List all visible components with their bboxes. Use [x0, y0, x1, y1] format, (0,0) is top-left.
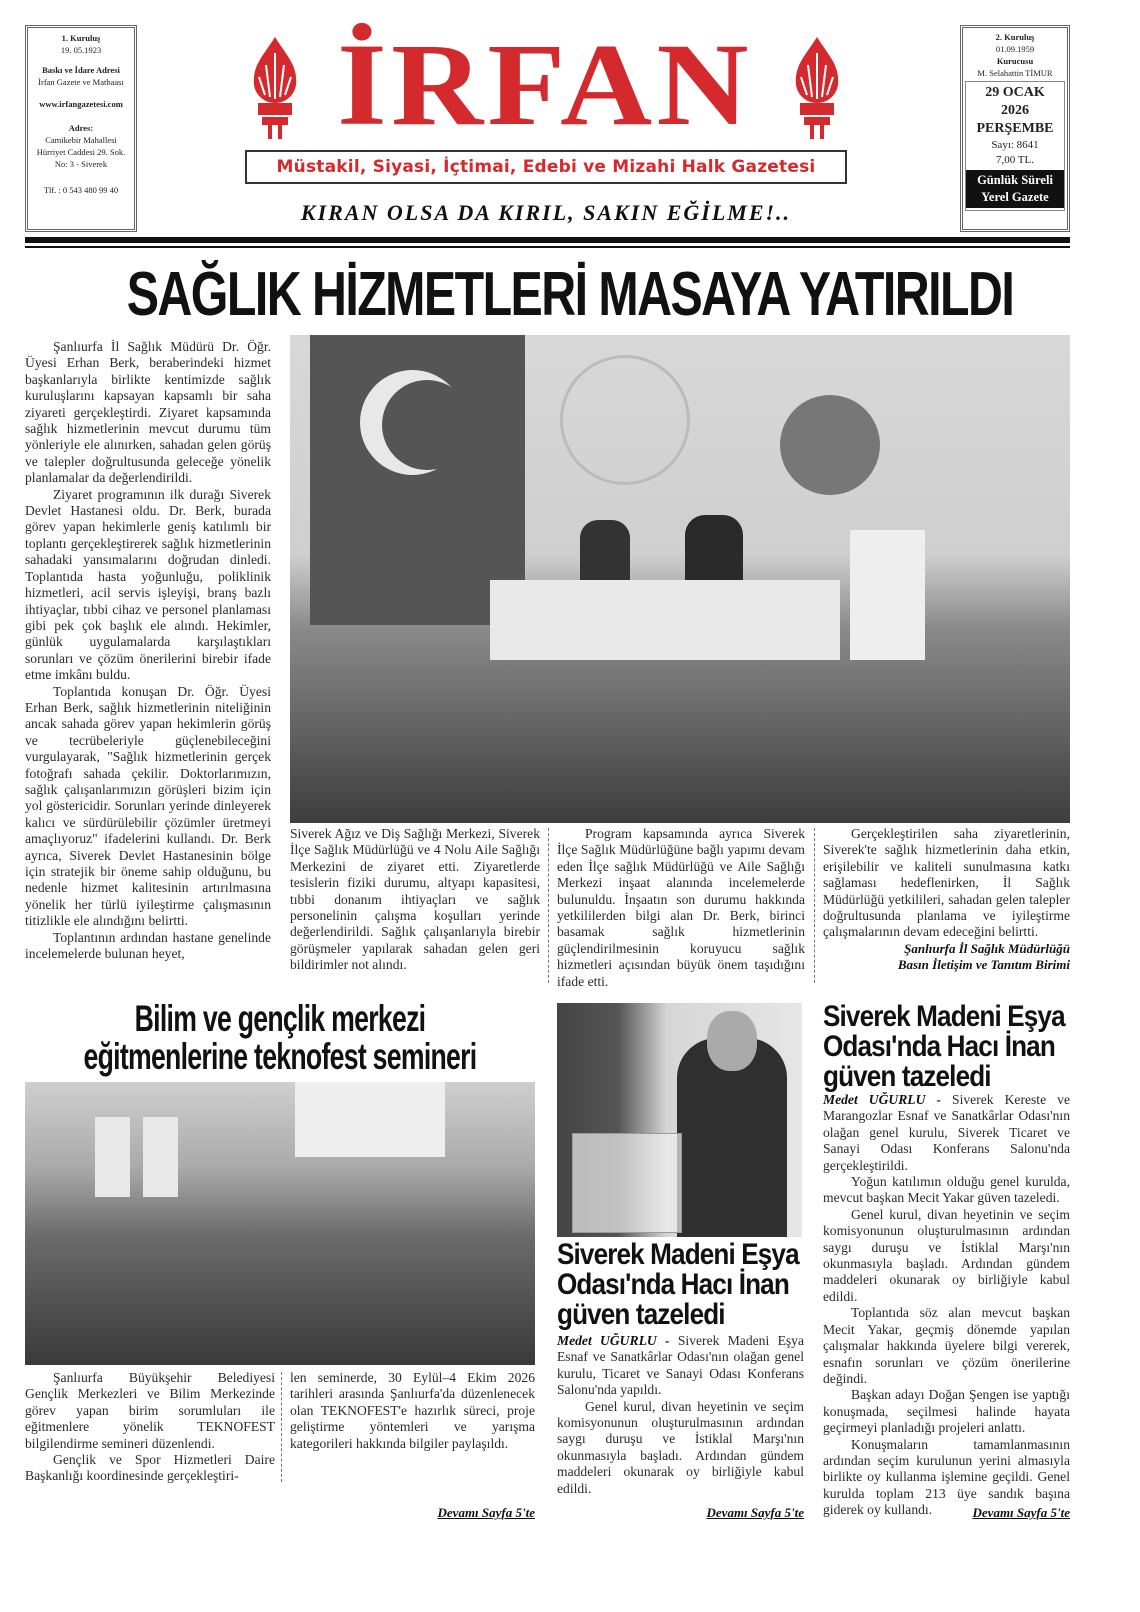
paragraph: Yoğun katılımın olduğu genel kurulda, mevcut başkan Mecit Yakar güven tazeledi.: [823, 1174, 1070, 1206]
paragraph: Gerçekleştirilen saha ziyaretlerinin, Siverek'te sağlık hizmetlerinin daha etkin, erişilebilir ve kaliteli sunulmasına katkı sağlaması hedeflenirken, İl Sağlık Müdürlüğü yetkilileri, sahadan gelen talepler doğrultusunda planlama ve iyileştirme çalışmalarının devam edeceğini belirtti.: [823, 826, 1070, 940]
founder-name: M. Selahattin TİMUR: [977, 68, 1053, 78]
paragraph: Genel kurul, divan heyetinin ve seçim komisyonunun oluşturulmasının ardından saygı duruşu ve İstiklal Marşı'nın okunmasıyla başladı. Ardından gündem maddeleri okunarak oy birliğiyle kabul edildi.: [823, 1206, 1070, 1304]
main-article-column-2: [290, 826, 540, 974]
continued-link[interactable]: Devamı Sayfa 5'te: [706, 1505, 804, 1520]
tagline: Müstakil, Siyasi, İçtimai, Edebi ve Mizahi Halk Gazetesi: [245, 150, 847, 184]
paragraph: Toplantının ardından hastane genelinde incelemelerde bulunan heyet,: [25, 929, 271, 962]
paper-type: Yerel Gazete: [981, 190, 1049, 204]
phone: Tlf. : 0 543 480 99 40: [43, 185, 119, 195]
address-line: Camikebir Mahallesi: [45, 135, 117, 145]
signature: Basın İletişim ve Tanıtım Birimi: [897, 956, 1070, 972]
headline-line: eğitmenlerine teknofest semineri: [83, 1036, 477, 1077]
founded-label: 2. Kuruluş: [995, 32, 1035, 42]
price: 7,00 TL.: [996, 154, 1034, 166]
issue-number: Sayı: 8641: [991, 139, 1039, 151]
main-headline: SAĞLIK HİZMETLERİ MASAYA YATIRILDI: [126, 260, 1014, 329]
website-link[interactable]: www.irfangazetesi.com: [39, 99, 123, 109]
crescent-shape: [382, 380, 472, 470]
address-line: No: 3 - Siverek: [54, 159, 108, 169]
column-divider: [281, 1372, 282, 1482]
teknofest-headline: [25, 1000, 535, 1078]
column-divider: [814, 828, 815, 983]
main-photo: [290, 335, 1070, 823]
paragraph: Toplantıda söz alan mevcut başkan Mecit Yakar, geçmiş dönemde yapılan çalışmalar hakkında üyelere bilgi vererek, esnafın sorunları ve çözüm önerilerine değindi.: [823, 1305, 1070, 1386]
person-head: [707, 1011, 757, 1071]
madeni-headline: Siverek Madeni Eşya Odası'nda Hacı İnan güven tazeledi: [557, 1238, 799, 1331]
issue-info-box: [960, 25, 1070, 232]
paragraph: len seminerde, 30 Eylül–4 Ekim 2026 tarihleri arasında Şanlıurfa'da düzenlenecek olan TEKNOFEST'e hazırlık süreci, proje geliştirme yöntemleri ve yarışma kategorileri hakkında bilgiler paylaşıldı.: [290, 1370, 535, 1451]
motto: KIRAN OLSA DA KIRIL, SAKIN EĞİLME!..: [300, 200, 792, 225]
paragraph: Konuşmaların tamamlanmasının ardından seçim kurulunun yerini almasıyla birlikte oy kullanma işlemine geçildi. Genel kurulda toplam 213 üye sandık başına giderek oy kullandı.: [823, 1436, 1070, 1518]
byline: Medet UĞURLU -: [823, 1092, 941, 1107]
kereste-headline: Siverek Madeni Eşya Odası'nda Hacı İnan güven tazeledi: [823, 1000, 1065, 1093]
torch-icon: [786, 35, 848, 140]
paragraph-text: Siverek Madeni Eşya Esnaf ve Sanatkârlar Odası'nın olağan genel kurulu, Ticaret ve Sanayi Odası Konferans Salonu'nda yapıldı.: [557, 1333, 804, 1398]
founded-date: 19. 05.1923: [60, 45, 102, 55]
paragraph: [557, 1333, 804, 1399]
seminar-photo: [25, 1082, 535, 1365]
paragraph: [823, 1092, 1070, 1174]
paragraph: Gençlik ve Spor Hizmetleri Daire Başkanlığı koordinesinde gerçekleştiri-: [25, 1452, 275, 1484]
speaker-person: [685, 515, 743, 580]
adres-label: Adres:: [68, 123, 94, 133]
panel-table: [490, 580, 840, 660]
paragraph: Şanlıurfa İl Sağlık Müdürü Dr. Öğr. Üyesi Erhan Berk, beraberindeki hizmet başkanlarıyla birlikte kentimizde sağlık kuruluşlarını kapsayan kapsamlı bir saha ziyareti gerçekleştirdi. Ziyaret kapsamında sağlık hizmetlerinin mevcut durumu tüm yönleriyle ele alınırken, sahadan gelen görüş ve talepler doğrultusunda geleceğe yönelik planlamalar da değerlendirildi.: [25, 339, 271, 486]
podium: [850, 530, 925, 660]
teknofest-column-2: [290, 1370, 535, 1452]
ballot-box: [572, 1133, 682, 1233]
founding-info-box: [25, 25, 137, 232]
banner: [143, 1117, 178, 1197]
newspaper-logo: İRFAN: [337, 19, 753, 150]
founded-label: 1. Kuruluş: [61, 33, 101, 43]
continued-link[interactable]: Devamı Sayfa 5'te: [972, 1505, 1070, 1520]
madeni-article-text: [557, 1333, 804, 1497]
portrait-photo: [557, 1003, 802, 1237]
torch-icon: [244, 35, 306, 140]
paragraph: Ziyaret programının ilk durağı Siverek Devlet Hastanesi oldu. Dr. Berk, burada görev yapan hekimlerle geniş katılımlı bir toplantı gerçekleştirerek sağlık hizmetlerinin sahadaki yansımalarını doğrudan dinledi. Toplantıda hasta yoğunluğu, poliklinik hizmetleri, acil servis işleyişi, branş bazlı ihtiyaçlar, tıbbi cihaz ve personel planlaması gibi pek çok başlık ele alındı. Hekimler, günlük uygulamalarda karşılaştıkları sorunları ve çözüm önerilerini birebir ifade etme imkânı buldu.: [25, 486, 271, 683]
founder-label: Kurucusu: [996, 56, 1034, 66]
address-label: Baskı ve İdare Adresi: [42, 65, 120, 75]
paragraph: Siverek Ağız ve Diş Sağlığı Merkezi, Siverek İlçe Sağlık Müdürlüğü ve 4 Nolu Aile Sağlığı Merkezini de ziyaret etti. Ziyaretlerde tesislerin fiziki durumu, altyapı kapasitesi, tıbbi donanım ihtiyaçları ve sağlık personelinin çalışma koşulları yerinde değerlendirildi. Sağlık çalışanlarıyla birebir görüşmeler yapılarak sahadan gelen geri bildirimler not alındı.: [290, 826, 540, 973]
crescent-shape: [780, 395, 880, 495]
paragraph-text: Siverek Kereste ve Marangozlar Esnaf ve Sanatkârlar Odası'nın olağan genel kurulu, Siverek Ticaret ve Sanayi Odası Konferans Salonu'nda gerçekleştirildi.: [823, 1092, 1070, 1173]
main-article-column-3: [557, 826, 805, 990]
paper-type: Günlük Süreli: [977, 173, 1053, 187]
address-line: Hürriyet Caddesi 29. Sok.: [36, 147, 126, 157]
ministry-emblem: [560, 355, 690, 485]
main-article-column-4: [823, 826, 1070, 973]
speaker-person: [580, 520, 630, 580]
teknofest-column-1: [25, 1370, 275, 1485]
issue-day: 29 OCAK: [985, 85, 1045, 100]
issue-year: 2026: [1001, 103, 1029, 118]
paragraph: Program kapsamında ayrıca Siverek İlçe Sağlık Müdürlüğüne bağlı yapımı devam eden İlçe sağlık Müdürlüğü ve Aile Sağlığı Merkezi inşaat alanında incelemelerde bulunuldu. İnşaatın son durumu hakkında yetkililerden bilgi alan Dr. Berk, birinci basamak sağlık hizmetlerinin güçlendirilmesinin koruyucu sağlık hizmetleri açısından büyük önem taşıdığını ifade etti.: [557, 826, 805, 989]
paragraph: Şanlıurfa Büyükşehir Belediyesi Gençlik Merkezleri ve Bilim Merkezinde görev yapan birim sorumluları ile eğitmenlere yönelik TEKNOFEST bilgilendirme semineri düzenlendi.: [25, 1370, 275, 1451]
projection-screen: [295, 1082, 445, 1157]
banner: [95, 1117, 130, 1197]
signature: Şanlıurfa İl Sağlık Müdürlüğü: [904, 940, 1070, 956]
masthead-divider: [25, 246, 1070, 248]
press-name: İrfan Gazete ve Matbaası: [38, 77, 124, 87]
paragraph: Genel kurul, divan heyetinin ve seçim komisyonunun oluşturulmasının ardından saygı duruşu ve İstiklal Marşı'nın okunmasıyla başladı. Ardından gündem maddeleri okunarak oy birliğiyle kabul edildi.: [557, 1398, 804, 1496]
continued-link[interactable]: Devamı Sayfa 5'te: [437, 1505, 535, 1520]
paragraph: Toplantıda konuşan Dr. Öğr. Üyesi Erhan Berk, sağlık hizmetlerinin niteliğinin ancak sahada görev yapan hekimlerin görüş ve tecrübeleriyle güçlenebileceğini vurgulayarak, "Sağlık hizmetlerinin gerçek fotoğrafı sahada çekilir. Doktorlarımızın, sağlık çalışanlarımızın görüşleri bizim için yol göstericidir. Sorunları yerinde dinleyerek kalıcı ve sürdürülebilir çözümler üretmeyi amaçlıyoruz" ifadelerini kullandı. Dr. Berk ayrıca, Siverek Devlet Hastanesinin bölge için stratejik bir öneme sahip olduğunu, bu nedenle hizmet kalitesinin artırılmasına yönelik her türlü iyileştirme çalışmasının titizlikle ele alındığını belirtti.: [25, 683, 271, 929]
kereste-article-text: [823, 1092, 1070, 1519]
main-article-column-1: [25, 339, 271, 962]
founded-date: 01.09.1959: [995, 44, 1035, 54]
issue-weekday: PERŞEMBE: [976, 121, 1054, 136]
paragraph: Başkan adayı Doğan Şengen ise yaptığı konuşmada, seçilmesi halinde hayata geçirmeyi planladığı projeleri anlattı.: [823, 1387, 1070, 1436]
headline-line: Bilim ve gençlik merkezi: [134, 998, 426, 1039]
byline: Medet UĞURLU -: [557, 1333, 670, 1348]
column-divider: [548, 828, 549, 983]
masthead-divider: [25, 237, 1070, 243]
